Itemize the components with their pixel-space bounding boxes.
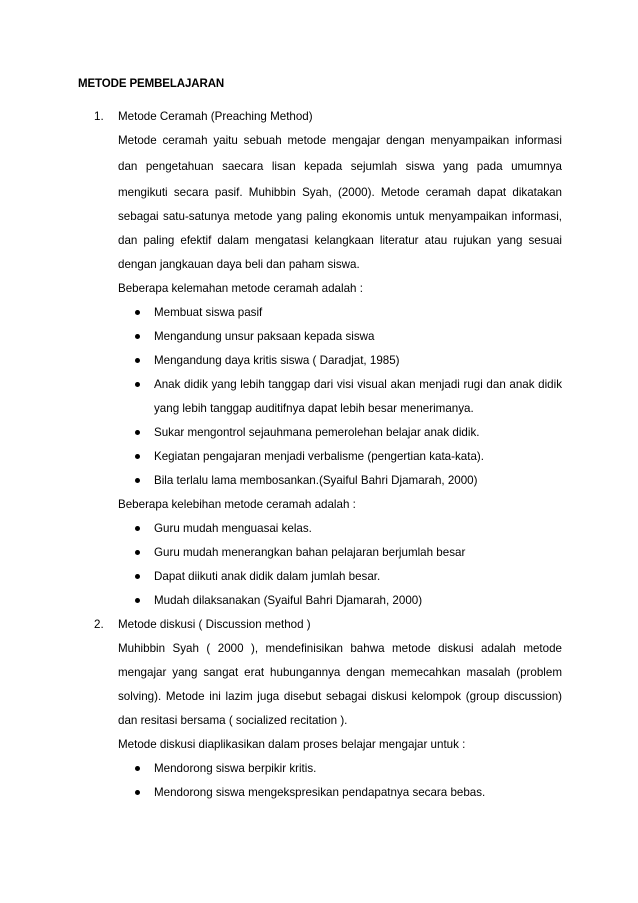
list-item: Mendorong siswa berpikir kritis. [154,762,317,775]
aplikasi-intro: Metode diskusi diaplikasikan dalam proses belajar mengajar untuk : [118,738,466,751]
bullet-icon [134,595,142,603]
kelemahan-intro: Beberapa kelemahan metode ceramah adalah : [118,282,363,295]
list-item: Anak didik yang lebih tanggap dari visi visual akan menjadi rugi dan anak didik [154,378,562,391]
bullet-icon [134,571,142,579]
list-item: Mudah dilaksanakan (Syaiful Bahri Djamarah, 2000) [154,594,423,607]
list-item: Bila terlalu lama membosankan.(Syaiful Bahri Djamarah, 2000) [154,474,478,487]
paragraph-line: Muhibbin Syah ( 2000 ), mendefinisikan bahwa metode diskusi adalah metode [118,642,562,655]
paragraph-line: dengan jangkauan daya beli dan paham siswa. [118,258,360,271]
bullet-icon [134,475,142,483]
paragraph-line: dan pengetahuan saecara lisan kepada sejumlah siswa yang pada umumnya [118,160,562,173]
list-item: Guru mudah menerangkan bahan pelajaran berjumlah besar [154,546,466,559]
bullet-icon [134,355,142,363]
list-item: Mengandung unsur paksaan kepada siswa [154,330,375,343]
bullet-icon [134,331,142,339]
list-item: Kegiatan pengajaran menjadi verbalisme (pengertian kata-kata). [154,450,484,463]
paragraph-line: mengajar yang sangat erat hubungannya dengan memecahkan masalah (problem [118,666,562,679]
section-1-number: 1. [94,110,104,123]
bullet-icon [134,523,142,531]
list-item: Guru mudah menguasai kelas. [154,522,312,535]
bullet-icon [134,451,142,459]
section-1-heading: Metode Ceramah (Preaching Method) [118,110,313,123]
bullet-icon [134,787,142,795]
list-item: Dapat diikuti anak didik dalam jumlah besar. [154,570,381,583]
paragraph-line: sebagai satu-satunya metode yang paling ekonomis untuk menyampaikan informasi, [118,210,562,223]
paragraph-line: dan resitasi bersama ( socialized recitation ). [118,714,348,727]
list-item: Sukar mengontrol sejauhmana pemerolehan belajar anak didik. [154,426,480,439]
paragraph-line: solving). Metode ini lazim juga disebut sebagai diskusi kelompok (group discussion) [118,690,562,703]
section-2-heading: Metode diskusi ( Discussion method ) [118,618,311,631]
list-item-continuation: yang lebih tanggap auditifnya dapat lebih besar menerimanya. [154,402,474,415]
list-item: Mengandung daya kritis siswa ( Daradjat, 1985) [154,354,400,367]
bullet-icon [134,427,142,435]
kelebihan-intro: Beberapa kelebihan metode ceramah adalah : [118,498,356,511]
paragraph-line: mengikuti secara pasif. Muhibbin Syah, (2000). Metode ceramah dapat dikatakan [118,186,562,199]
list-item: Membuat siswa pasif [154,306,263,319]
paragraph-line: Metode ceramah yaitu sebuah metode mengajar dengan menyampaikan informasi [118,134,562,147]
document-title: METODE PEMBELAJARAN [78,78,225,90]
bullet-icon [134,763,142,771]
bullet-icon [134,547,142,555]
bullet-icon [134,379,142,387]
paragraph-line: dan paling efektif dalam mengatasi kelangkaan literatur atau rujukan yang sesuai [118,234,562,247]
list-item: Mendorong siswa mengekspresikan pendapatnya secara bebas. [154,786,486,799]
bullet-icon [134,307,142,315]
section-2-number: 2. [94,618,104,631]
